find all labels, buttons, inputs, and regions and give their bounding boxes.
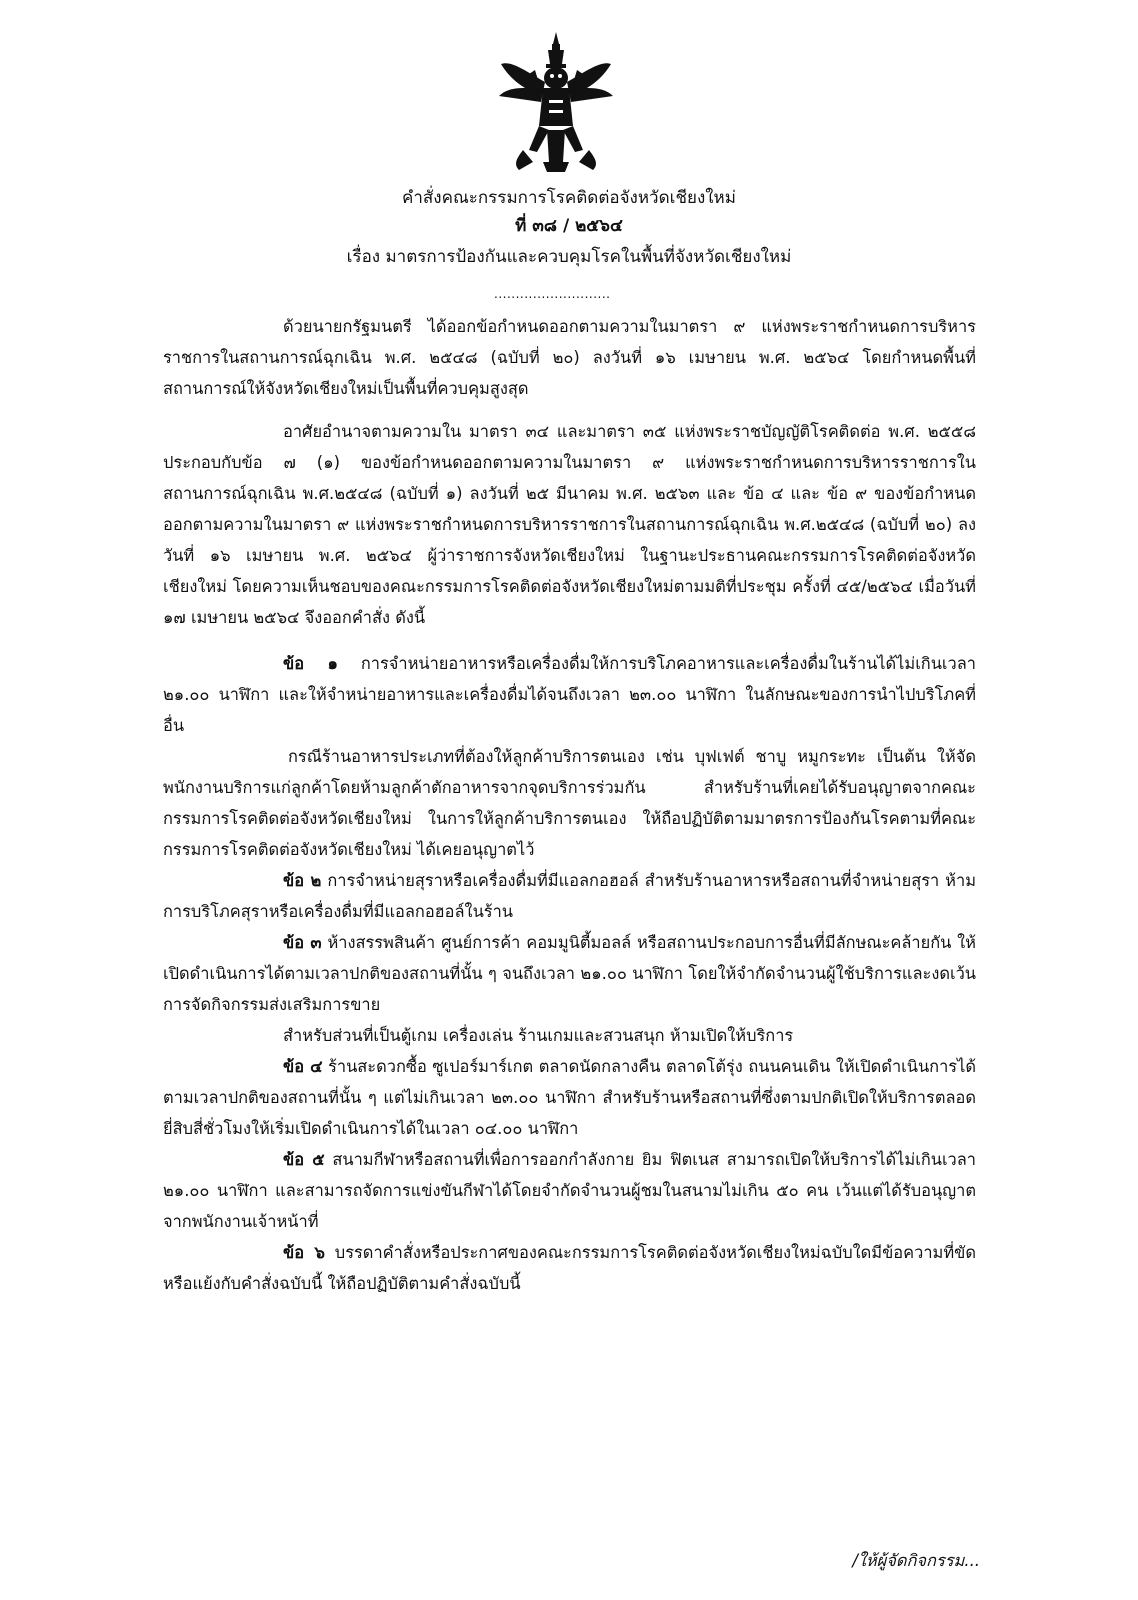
intro-text: ด้วยนายกรัฐมนตรี ได้ออกข้อกำหนดออกตามความในมาตรา ๙ แห่งพระราชกำหนดการบริหารราชการในสถานการณ์ฉุกเฉิน พ.ศ. ๒๕๔๘ (ฉบับที่ ๒๐) ลงวันที่ ๑๖ เมษายน พ.ศ. ๒๕๖๔ โดยกำหนดพื้นที่สถานการณ์ให้จังหวัดเชียงใหม่เป็นพื้นที่ควบคุมสูงสุด (163, 317, 976, 398)
clause-4-text: ร้านสะดวกซื้อ ซูเปอร์มาร์เกต ตลาดนัดกลางคืน ตลาดโต้รุ่ง ถนนคนเดิน ให้เปิดดำเนินการได้ตามเวลาปกติของสถานที่นั้น ๆ แต่ไม่เกินเวลา ๒๓.๐๐ นาฬิกา สำหรับร้านหรือสถานที่ซึ่งตามปกติเปิดให้บริการตลอดยี่สิบสี่ชั่วโมงให้เริ่มเปิดดำเนินการได้ในเวลา ๐๔.๐๐ นาฬิกา (163, 1057, 976, 1138)
clause-4 (163, 1051, 976, 1144)
separator-dots: ........................... (494, 287, 611, 301)
clause-5 (163, 1144, 976, 1237)
clause-2-heading: ข้อ ๒ (283, 871, 322, 890)
clause-5-text: สนามกีฬาหรือสถานที่เพื่อการออกกำลังกาย ยิม ฟิตเนส สามารถเปิดให้บริการได้ไม่เกินเวลา ๒๑.๐๐ นาฬิกา และสามารถจัดการแข่งขันกีฬาได้โดยจำกัดจำนวนผู้ชมในสนามไม่เกิน ๕๐ คน เว้นแต่ได้รับอนุญาตจากพนักงานเจ้าหน้าที่ (163, 1150, 977, 1231)
clause-2-text: การจำหน่ายสุราหรือเครื่องดื่มที่มีแอลกอฮอล์ สำหรับร้านอาหารหรือสถานที่จำหน่ายสุรา ห้ามการบริโภคสุราหรือเครื่องดื่มที่มีแอลกอฮอล์ในร้าน (163, 871, 976, 921)
authority-paragraph (163, 416, 976, 633)
clause-4-heading: ข้อ ๔ (283, 1057, 323, 1076)
authority-text: อาศัยอำนาจตามความใน มาตรา ๓๔ และมาตรา ๓๕ แห่งพระราชบัญญัติโรคติดต่อ พ.ศ. ๒๕๕๘ ประกอบกับข้อ ๗ (๑) ของข้อกำหนดออกตามความในมาตรา ๙ แห่งพระราชกำหนดการบริหารราชการในสถานการณ์ฉุกเฉิน พ.ศ.๒๕๔๘ (ฉบับที่ ๑) ลงวันที่ ๒๕ มีนาคม พ.ศ. ๒๕๖๓ และ ข้อ ๔ และ ข้อ ๙ ของข้อกำหนดออกตามความในมาตรา ๙ แห่งพระราชกำหนดการบริหารราชการในสถานการณ์ฉุกเฉิน พ.ศ.๒๕๔๘ (ฉบับที่ ๒๐) ลงวันที่ ๑๖ เมษายน พ.ศ. ๒๕๖๔ ผู้ว่าราชการจังหวัดเชียงใหม่ ในฐานะประธานคณะกรรมการโรคติดต่อจังหวัดเชียงใหม่ โดยความเห็นชอบของคณะกรรมการโรคติดต่อจังหวัดเชียงใหม่ตามมติที่ประชุม ครั้งที่ ๔๕/๒๕๖๔ เมื่อวันที่ ๑๗ เมษายน ๒๕๖๔ จึงออกคำสั่ง ดังนี้ (163, 422, 976, 627)
clause-6-text: บรรดาคำสั่งหรือประกาศของคณะกรรมการโรคติดต่อจังหวัดเชียงใหม่ฉบับใดมีข้อความที่ขัด หรือแย้งกับคำสั่งฉบับนี้ ให้ถือปฏิบัติตามคำสั่งฉบับนี้ (163, 1243, 976, 1293)
clause-3-heading: ข้อ ๓ (283, 933, 322, 952)
clause-1 (163, 648, 976, 741)
clause-3 (163, 927, 976, 1020)
clause-6 (163, 1237, 976, 1299)
order-number: ที่ ๓๘ / ๒๕๖๔ (515, 216, 623, 236)
clause-3-sub (163, 1020, 976, 1051)
continuation-note: /ให้ผู้จัดกิจกรรม... (852, 1551, 980, 1570)
clause-3-text: ห้างสรรพสินค้า ศูนย์การค้า คอมมูนิตี้มอลล์ หรือสถานประกอบการอื่นที่มีลักษณะคล้ายกัน ให้เปิดดำเนินการได้ตามเวลาปกติของสถานที่นั้น ๆ จนถึงเวลา ๒๑.๐๐ นาฬิกา โดยให้จำกัดจำนวนผู้ใช้บริการและงดเว้นการจัดกิจกรรมส่งเสริมการขาย (163, 933, 976, 1014)
intro-paragraph (163, 311, 976, 404)
clause-3-sub-text: สำหรับส่วนที่เป็นตู้เกม เครื่องเล่น ร้านเกมและสวนสนุก ห้ามเปิดให้บริการ (283, 1026, 794, 1045)
clause-1-sub (163, 741, 976, 865)
order-subject: เรื่อง มาตรการป้องกันและควบคุมโรคในพื้นที่จังหวัดเชียงใหม่ (346, 247, 792, 267)
clause-5-heading: ข้อ ๕ (283, 1150, 325, 1169)
clause-1-heading: ข้อ ๑ (283, 654, 338, 673)
clause-1-sub-text: กรณีร้านอาหารประเภทที่ต้องให้ลูกค้าบริการตนเอง เช่น บุฟเฟต์ ชาบู หมูกระทะ เป็นต้น ให้จัดพนักงานบริการแก่ลูกค้าโดยห้ามลูกค้าตักอาหารจากจุดบริการร่วมกัน สำหรับร้านที่เคยได้รับอนุญาตจากคณะกรรมการโรคติดต่อจังหวัดเชียงใหม่ ในการให้ลูกค้าบริการตนเอง ให้ถือปฏิบัติตามมาตรการป้องกันโรคตามที่คณะกรรมการโรคติดต่อจังหวัดเชียงใหม่ ได้เคยอนุญาตไว้ (163, 747, 976, 859)
garuda-emblem-icon (493, 30, 619, 175)
clause-1-text: การจำหน่ายอาหารหรือเครื่องดื่มให้การบริโภคอาหารและเครื่องดื่มในร้านได้ไม่เกินเวลา ๒๑.๐๐ นาฬิกา และให้จำหน่ายอาหารและเครื่องดื่มได้จนถึงเวลา ๒๓.๐๐ นาฬิกา ในลักษณะของการนำไปบริโภคที่อื่น (163, 654, 976, 735)
clause-2 (163, 865, 976, 927)
clause-6-heading: ข้อ ๖ (283, 1243, 325, 1262)
order-title: คำสั่งคณะกรรมการโรคติดต่อจังหวัดเชียงใหม่ (402, 188, 736, 208)
